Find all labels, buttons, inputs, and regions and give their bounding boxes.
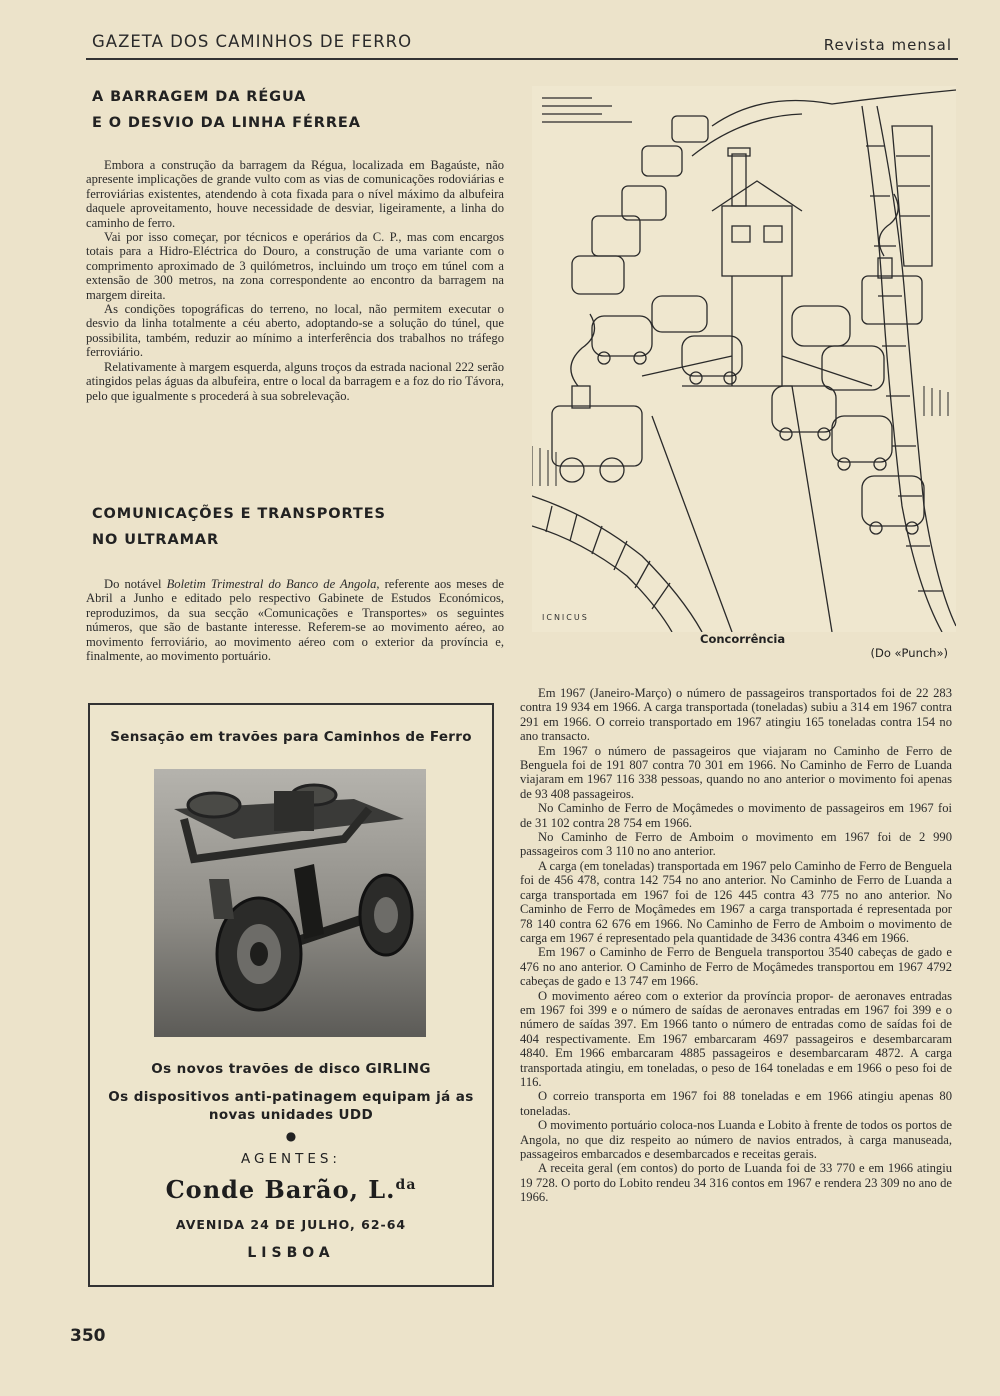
article2-heading xyxy=(92,501,386,553)
ad-company-superscript: da xyxy=(395,1177,417,1193)
cartoon-signature: ICNICUS xyxy=(542,613,589,622)
magazine-subtitle: Revista mensal xyxy=(823,36,952,54)
article2-paragraph: O correio transporta em 1967 foi 88 toneladas e em 1966 atingiu apenas 80 toneladas. xyxy=(520,1089,952,1118)
article2-paragraph: Em 1967 o número de passageiros que viajaram no Caminho de Ferro de Benguela foi de 191 807 contra 70 301 em 1966. No Caminho de Ferro de Luanda viajaram em 1967 116 338 pessoas, quando no ano anterior o movimento foi apenas de 93 408 passageiros. xyxy=(520,743,952,801)
header-rule xyxy=(86,58,958,60)
cartoon-credit: (Do «Punch») xyxy=(870,646,948,660)
ad-company-name xyxy=(90,1175,492,1204)
ad-line-girling: Os novos travões de disco GIRLING xyxy=(151,1061,431,1077)
disc-brake-bogie-photo xyxy=(154,769,426,1037)
article1-paragraph: Vai por isso começar, por técnicos e operários da C. P., mas com encargos totais para a Hidro-Eléctrica do Douro, a construção de uma variante com o comprimento aproximado de 3 quilómetros, incluindo um troço em túnel com a extensão de 300 metros, na zona correspondente ao encontro da barragem na margem direita. xyxy=(86,230,504,302)
article1-heading-line1: A BARRAGEM DA RÉGUA xyxy=(92,89,307,105)
intro-publication-title: Boletim Trimestral do Banco de Angola xyxy=(166,577,377,591)
ad-bullet: ● xyxy=(285,1129,297,1143)
article2-paragraph: O movimento aéreo com o exterior da província propor- de aeronaves entradas em 1967 foi 399 e o número de saídas de aeronaves entradas em 1967 foi 399 e o número de saídas 397. Em 1966 tanto o número de entradas como de saídas foi de 404 respectivamente. Em 1967 embarcaram 4697 passageiros e desembarcaram 4840. Em 1966 embarcaram 4885 passageiros e desembarcaram 4872. A carga transportada atingiu, em toneladas, o peso de 164 toneladas e em 1966 o peso foi de 116. xyxy=(520,988,952,1089)
article2-intro xyxy=(86,577,504,663)
page-number: 350 xyxy=(70,1326,106,1346)
intro-text-before: Do notável xyxy=(104,577,167,591)
article2-paragraph: Em 1967 (Janeiro-Março) o número de passageiros transportados foi de 22 283 contra 19 934 em 1966. A carga transportada (toneladas) subiu a 314 em 1967 contra 291 em 1966. O correio transportado em 1967 atingiu 165 toneladas contra 154 no ano transacto. xyxy=(520,686,952,744)
article2-paragraph: A receita geral (em contos) do porto de Luanda foi de 33 770 e em 1966 atingiu 19 728. O porto do Lobito rendeu 34 316 contos em 1967 e rendera 23 309 no ano de 1966. xyxy=(520,1161,952,1205)
article2-heading-line1: COMUNICAÇÕES E TRANSPORTES xyxy=(92,506,386,522)
ad-line-udd: novas unidades UDD xyxy=(208,1107,374,1123)
article1-heading xyxy=(92,84,361,136)
article1-paragraph: As condições topográficas do terreno, no local, não permitem executar o desvio da linha totalmente a céu aberto, adoptando-se a solução do túnel, que possibilita, também, reduzir ao mínimo a interferência dos trabalhos no tráfego ferroviário. xyxy=(86,302,504,360)
article2-paragraph: A carga (em toneladas) transportada em 1967 pelo Caminho de Ferro de Benguela foi de 456 478, contra 142 754 no ano anterior. No Caminho de Ferro de Luanda a carga transportada em 1967 foi de 126 445 contra 43 775 no ano anterior. No Caminho de Ferro de Moçâmedes em 1967 a carga transportada é representada por 78 140 contra 62 676 em 1966. No Caminho de Ferro de Amboim o movimento de carga em 1967 é representado pela quantidade de 3436 contra 4346 em 1966. xyxy=(520,858,952,945)
magazine-title: GAZETA DOS CAMINHOS DE FERRO xyxy=(92,32,413,51)
article2-paragraph: No Caminho de Ferro de Moçâmedes o movimento de passageiros em 1967 foi de 31 102 contra 28 754 em 1966. xyxy=(520,801,952,830)
article2-paragraph: No Caminho de Ferro de Amboim o movimento em 1967 foi de 2 990 passageiros com 3 110 no ano anterior. xyxy=(520,830,952,859)
article1-paragraph: Embora a construção da barragem da Régua, localizada em Bagaúste, não apresente implicações de grande vulto com as vias de comunicações rodoviárias e ferroviárias existentes, atendendo à cota fixada para o nível máximo da albufeira daquele aproveitamento, houve necessidade de desviar, ligeiramente, a linha do caminho de ferro. xyxy=(86,158,504,230)
ad-city: LISBOA xyxy=(247,1245,335,1261)
ad-agents-label: AGENTES: xyxy=(241,1151,341,1167)
article2-heading-line2: NO ULTRAMAR xyxy=(92,532,220,548)
intro-text-after: , referente aos meses de Abril a Junho e editado pelo respectivo Gabinete de Estudos Económicos, reproduzimos, da sua secção «Comunicações e Transportes» os seguintes números, que são de bastante interesse. Referem-se ao movimento aéreo, ao movimento ferroviário, ao movimento aéreo com o exterior da província e, finalmente, ao movimento portuário. xyxy=(86,577,504,664)
ad-title: Sensação em travões para Caminhos de Ferro xyxy=(110,729,472,745)
article2-paragraph: O movimento portuário coloca-nos Luanda e Lobito à frente de todos os portos de Angola, no que diz respeito ao número de navios entrados, à carga manuseada, passageiros embarcados e desembarcados e receitas gerais. xyxy=(520,1118,952,1161)
article1-heading-line2: E O DESVIO DA LINHA FÉRREA xyxy=(92,115,361,131)
ad-line-antislip: Os dispositivos anti-patinagem equipam já as xyxy=(108,1089,474,1105)
article2-body xyxy=(520,686,952,1205)
ad-company-text: Conde Barão, L. xyxy=(165,1175,396,1204)
article1-paragraph: Relativamente à margem esquerda, alguns troços da estrada nacional 222 serão atingidos pelas águas da albufeira, entre o local da barragem e a foz do rio Távora, pelo que igualmente s procederá à sua sobrelevação. xyxy=(86,359,504,403)
article2-paragraph: Em 1967 o Caminho de Ferro de Benguela transportou 3540 cabeças de gado e 476 no ano anterior. O Caminho de Ferro de Moçâmedes transportou em 1967 4792 cabeças de gado e 13 747 em 1966. xyxy=(520,945,952,989)
cartoon-illustration xyxy=(532,86,956,632)
cartoon-caption: Concorrência xyxy=(700,632,786,646)
girling-brake-advertisement xyxy=(88,703,494,1287)
ad-address: AVENIDA 24 DE JULHO, 62-64 xyxy=(175,1217,407,1232)
article1-body xyxy=(86,158,504,403)
